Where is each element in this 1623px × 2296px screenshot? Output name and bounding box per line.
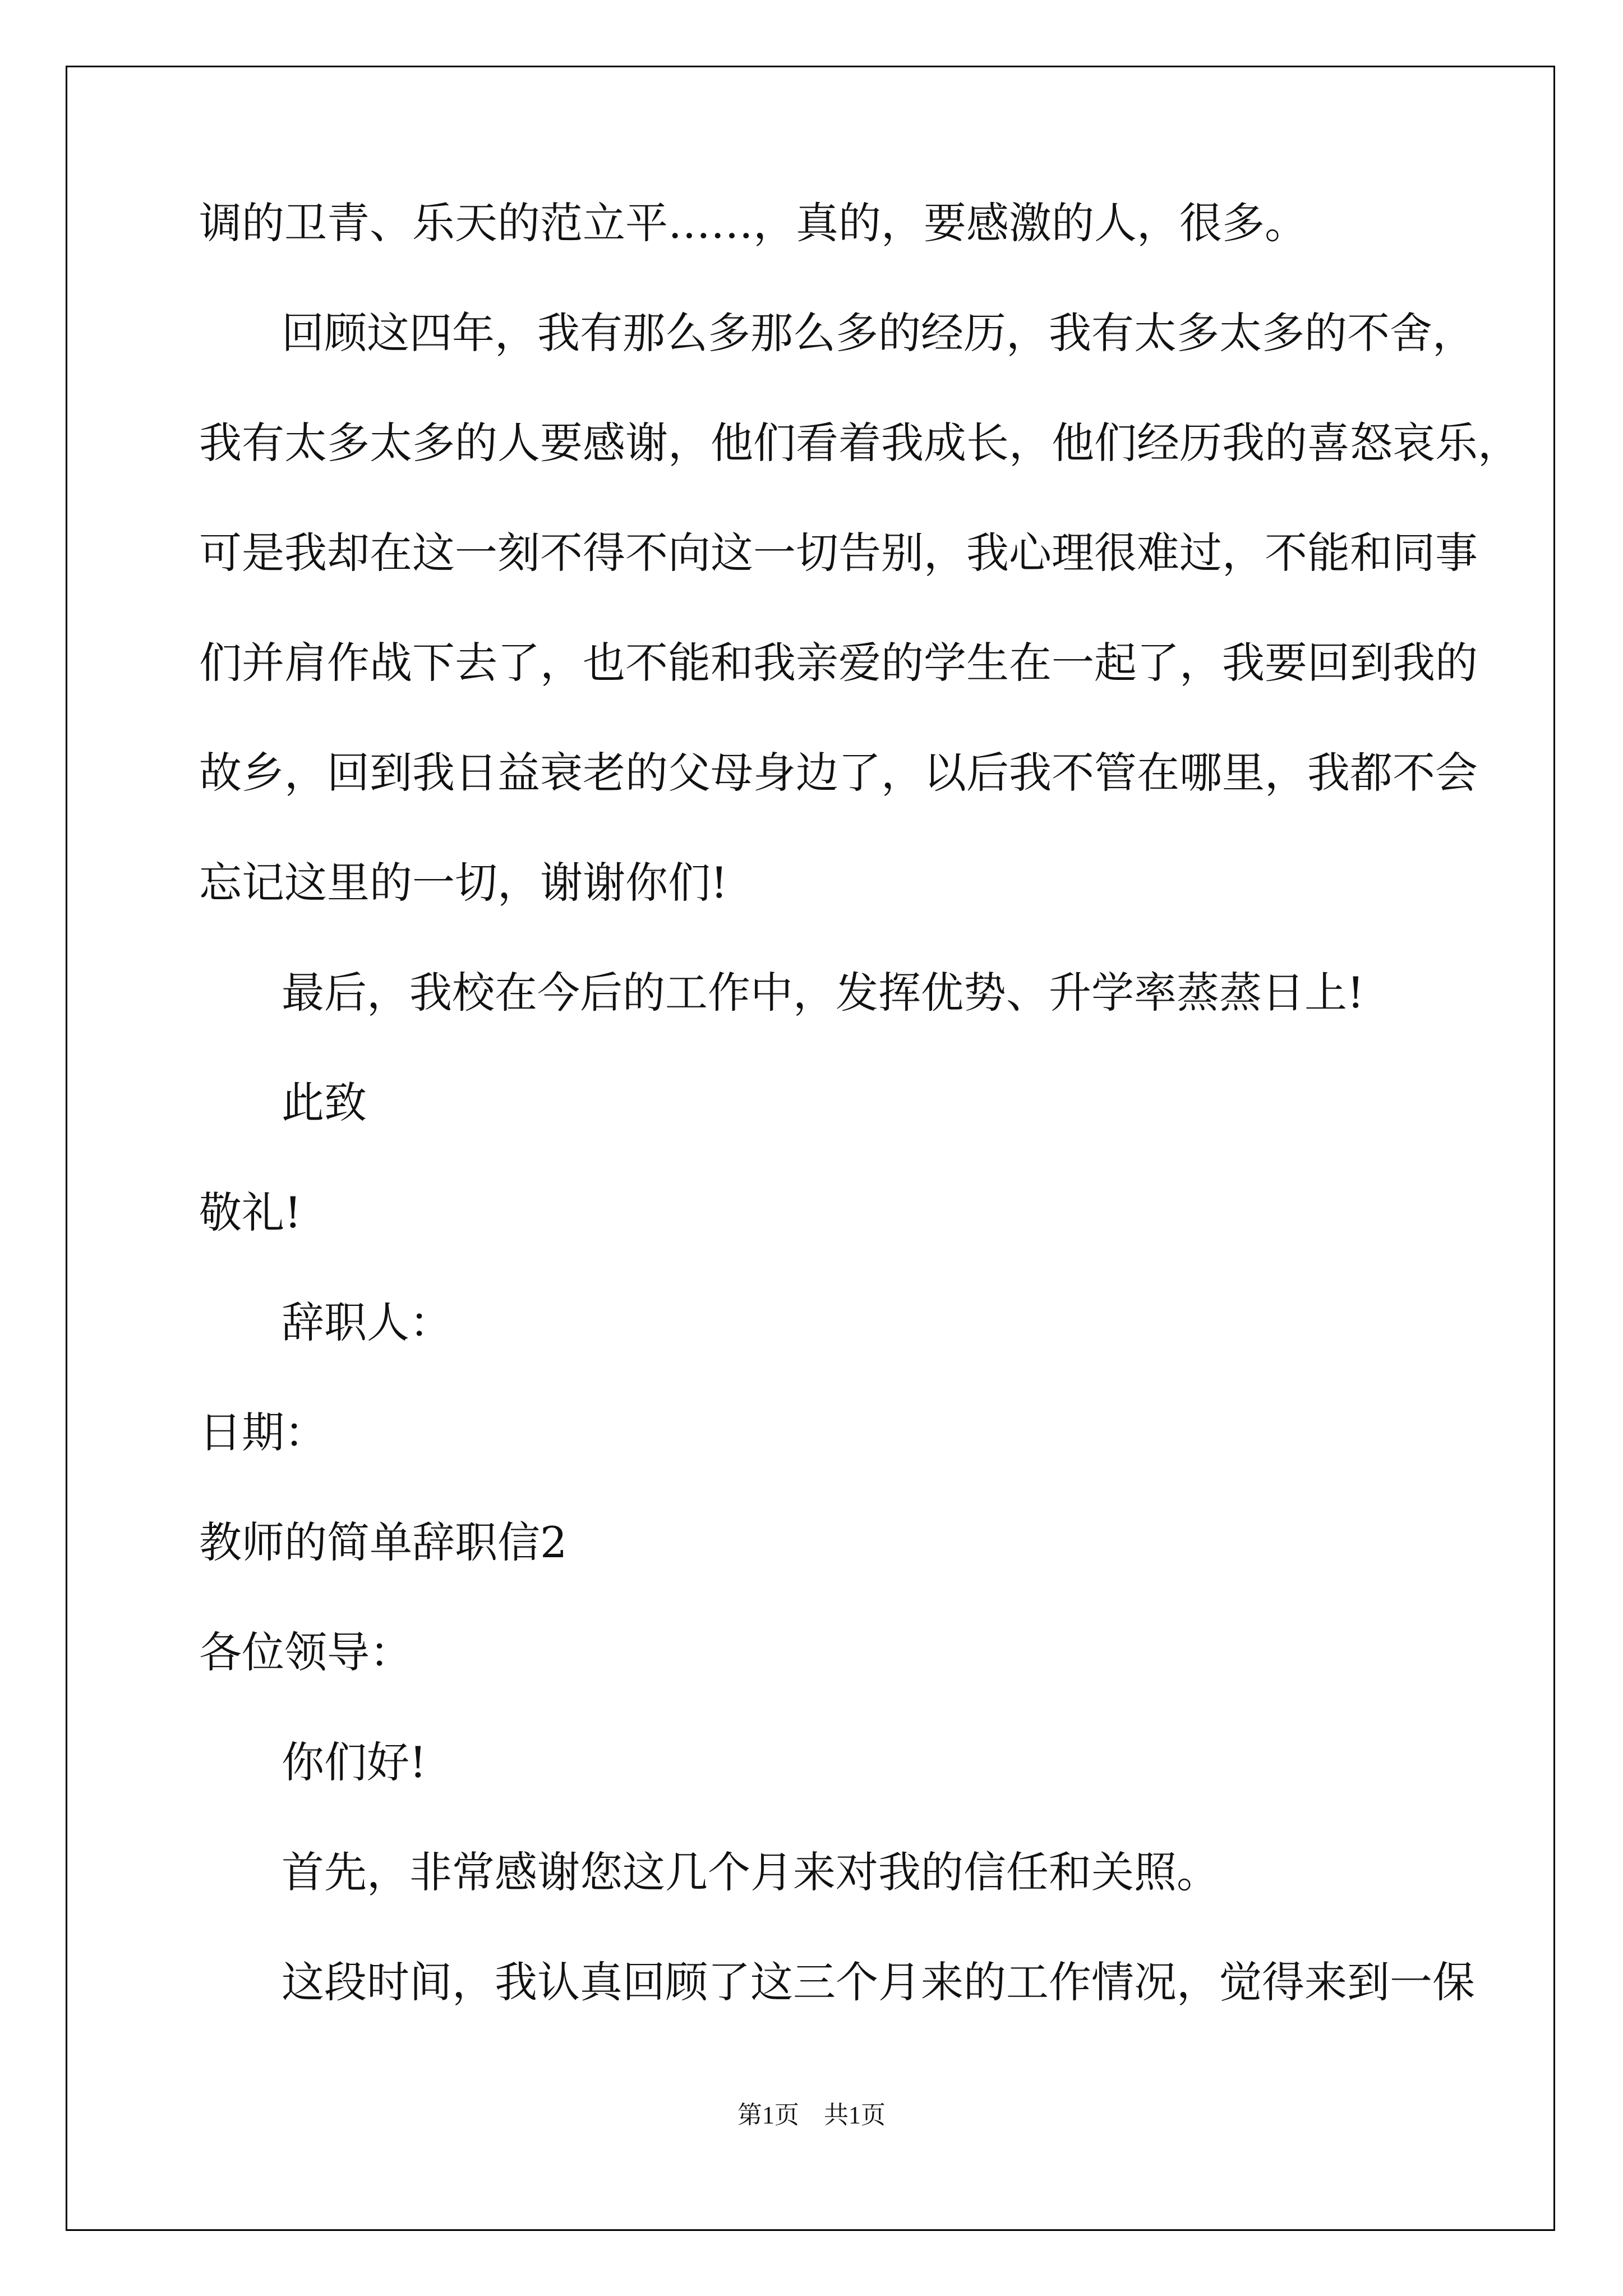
text-line: 首先，非常感谢您这几个月来对我的信任和关照。 [282, 1847, 1219, 1897]
text-line: 最后，我校在今后的工作中，发挥优势、升学率蒸蒸日上! [282, 968, 1364, 1018]
text-line: 敬礼! [199, 1188, 302, 1237]
text-line: 可是我却在这一刻不得不向这一切告别，我心理很难过，不能和同事 [199, 528, 1478, 578]
section-heading: 教师的简单辞职信2 [199, 1517, 568, 1567]
text-line: 辞职人： [282, 1297, 452, 1347]
text-line: 这段时间，我认真回顾了这三个月来的工作情况，觉得来到一保 [282, 1957, 1475, 2007]
text-line: 日期： [199, 1407, 327, 1457]
text-line: 各位领导： [199, 1627, 412, 1677]
text-line: 忘记这里的一切，谢谢你们! [199, 858, 728, 908]
page-number-footer: 第1页 共1页 [737, 2101, 886, 2129]
text-line: 我有太多太多的人要感谢，他们看着我成长，他们经历我的喜怒哀乐， [199, 418, 1520, 468]
text-line: 调的卫青、乐天的范立平……，真的，要感激的人，很多。 [199, 198, 1307, 248]
text-line: 此致 [282, 1078, 367, 1128]
text-line: 们并肩作战下去了，也不能和我亲爱的学生在一起了，我要回到我的 [199, 638, 1478, 688]
text-line: 回顾这四年，我有那么多那么多的经历，我有太多太多的不舍， [282, 308, 1475, 358]
document-body [199, 198, 1520, 2071]
text-line: 故乡，回到我日益衰老的父母身边了，以后我不管在哪里，我都不会 [199, 748, 1478, 798]
text-line: 你们好! [282, 1737, 427, 1787]
